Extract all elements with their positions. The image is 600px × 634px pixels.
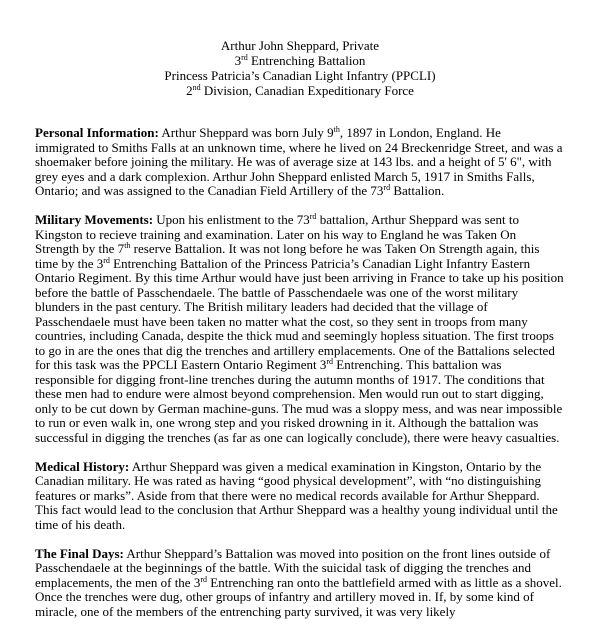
text-run: Passchendaele must have been taken no matter what the cost, so they sent in troops from many [35,313,528,329]
text-run: successful in digging the trenches (as far as one can logically conclude), there were heavy casualties. [35,429,560,445]
text-run: Canadian military. He was rated as having “good physical development”, with “no distinguishing [35,473,542,488]
text-line [35,257,585,272]
text-run: to run or even walk in, one wrong step and you risked drowning in it. Although the battalion was [35,415,539,430]
text-run: 2 [186,83,193,98]
text-run: Division, Canadian Expeditionary Force [200,83,414,98]
text-line [35,184,585,199]
text-run: these men had to endure were almost beyond comprehension. Men would run out to start digging, [35,386,544,401]
text-line [35,547,585,562]
section-personal-information [35,126,585,199]
text-run: Princess Patricia’s Canadian Light Infantry (PPCLI) [164,68,436,83]
text-line [35,590,585,605]
text-run: Entrenching Battalion of the Princess Patricia’s Canadian Light Infantry Eastern [109,255,531,271]
superscript: rd [103,255,110,265]
text-line [35,561,585,576]
text-line [35,503,585,518]
text-line [35,358,585,373]
text-run: grey eyes and a dark complexion. Arthur John Sheppard enlisted March 5, 1917 in Smiths Falls, [35,168,535,184]
text-line [35,373,585,388]
text-run: to go in are the ones that dig the trenches and artillery emplacements. One of the Battalions selected [35,342,555,358]
text-run: responsible for digging front-line trenches during the autumn months of 1917. The conditions that [35,371,545,387]
section-military-movements [35,213,585,445]
text-line [35,460,585,475]
text-run: Arthur Sheppard was given a medical examination in Kingston, Ontario by the [129,458,542,474]
text-run: Upon his enlistment to the 73 [153,212,310,227]
section-the-final-days [35,547,585,620]
text-line [35,315,585,330]
text-run: before the battle of Passchendaele. The battle of Passchendaele was one of the worst military [35,284,519,300]
text-line [35,576,585,591]
text-line [35,387,585,402]
text-line [35,155,585,170]
text-line [35,286,585,301]
document-header [0,38,600,98]
document-body [35,126,585,634]
text-line [0,38,600,53]
text-run: Ontario; and was assigned to the Canadian Field Artillery of the 73 [35,183,384,198]
text-line [35,474,585,489]
text-run: Entrenching ran onto the battlefield armed with as little as a shovel. [207,574,562,590]
text-run: countries, including Canada, despite the thick mud and seemingly hopless situation. The first troops [35,328,554,343]
text-line [35,271,585,286]
text-line [35,431,585,446]
text-run: 3 [234,53,242,68]
text-line [35,126,585,141]
text-run: Entrenching. This battalion was [333,357,502,372]
section-heading: Medical History: [35,458,130,474]
text-line [35,300,585,315]
text-line [35,344,585,359]
text-run: features or marks”. Aside from that there were no medical records available for Arthur Sheppard. [35,487,540,503]
text-run: Arthur John Sheppard, Private [220,38,380,53]
superscript: rd [200,574,208,584]
text-run: immigrated to Smiths Falls at an unknown time, where he lived on 24 Breckenridge Street, and was a [35,139,563,155]
text-line [35,228,585,243]
text-run: Arthur Sheppard was born July 9 [158,125,334,140]
text-line [35,329,585,344]
text-run: time by the 3 [35,255,104,271]
text-run: Kingston to recieve training and examination. Later on his way to England he was Taken On [35,226,517,242]
text-line [35,242,585,257]
text-run: miracle, one of the members of the entrenching party survived, it was very likely [35,603,456,619]
text-run: blunders in the past century. The British military leaders had decided that the village of [35,299,488,314]
text-run: Battalion. [390,183,445,198]
superscript: rd [309,212,317,221]
text-run: Passchendaele at the beginnings of the battle. With the suicidal task of digging the trenches and [35,560,531,575]
section-heading: Military Movements: [35,212,154,227]
text-run: for this task was the PPCLI Eastern Ontario Regiment 3 [35,357,327,372]
text-line [35,170,585,185]
superscript: th [124,241,131,250]
text-run: Strength by the 7 [35,241,125,256]
superscript: nd [192,83,201,92]
superscript: rd [383,183,391,192]
text-line [0,53,600,68]
text-run: Ontario Regiment. By this time Arthur would have just been arriving in France to take up his position [35,270,564,285]
text-run: only to be cut down by German machine-guns. The mud was a sloppy mess, and was near impossible [35,400,563,416]
section-heading: The Final Days: [35,545,124,561]
text-run: Arthur Sheppard’s Battalion was moved into position on the front lines outside of [123,545,551,561]
superscript: th [333,125,340,134]
superscript: rd [326,357,334,366]
text-line [0,83,600,98]
text-run: shoemaker before joining the military. He was of average size at 143 lbs. and a height of 5' 6", with [35,154,552,169]
text-run: battalion, Arthur Sheppard was sent to [316,212,519,227]
text-line [35,416,585,431]
text-run: time of his death. [35,516,126,532]
text-run: This fact would lead to the conclusion that Arthur Sheppard was a healthy young individual until the [35,502,558,517]
text-line [35,141,585,156]
text-run: Entrenching Battalion [247,53,366,68]
text-line [35,518,585,533]
text-line [35,402,585,417]
text-run: , 1897 in London, England. He [339,125,501,140]
section-medical-history [35,460,585,533]
superscript: rd [241,53,248,62]
text-line [35,489,585,504]
section-heading: Personal Information: [35,125,159,140]
text-line [35,605,585,620]
text-run: emplacements, the men of the 3 [35,574,201,590]
text-line [0,68,600,83]
text-line [35,213,585,228]
text-run: reserve Battalion. It was not long before he was Taken On Strength again, this [130,241,540,256]
text-run: Once the trenches were dug, other groups of infantry and artillery moved in. If, by some kind of [35,589,534,604]
